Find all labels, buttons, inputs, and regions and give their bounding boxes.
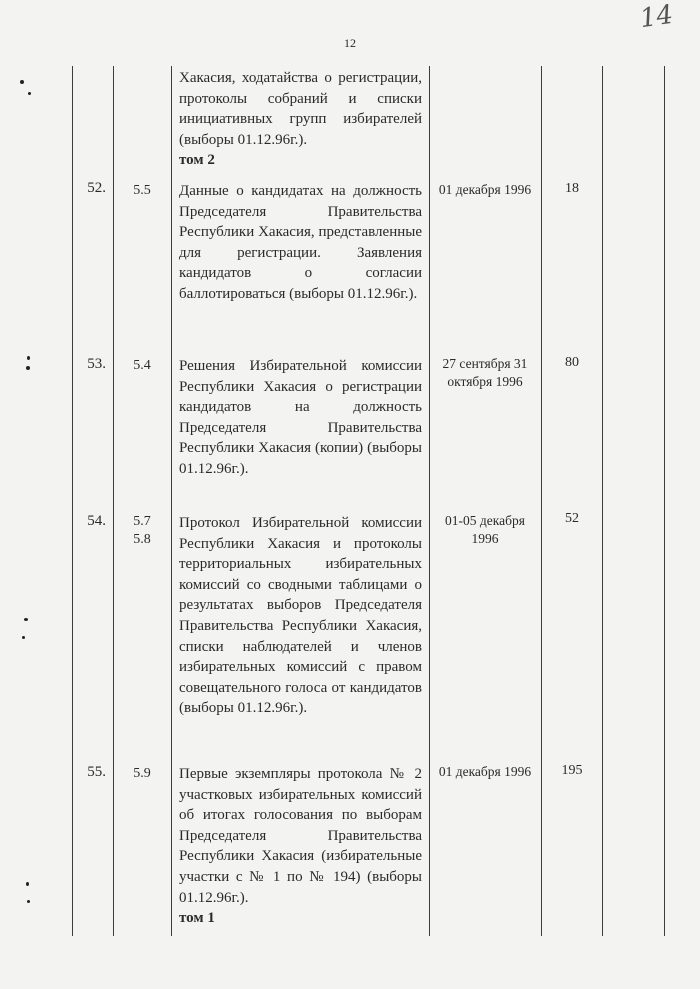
column-rule bbox=[171, 66, 172, 936]
row-index: 5.4 bbox=[133, 358, 151, 373]
column-rule bbox=[541, 66, 542, 936]
row-description: Решения Избирательной комиссии Республики Хакасия о регистрации кандидатов на должность Председателя Правительства Республики Хакасия (копии) (выборы 01.12.96г.). bbox=[179, 358, 422, 477]
table-row bbox=[179, 513, 422, 719]
row-number: 52. bbox=[87, 180, 106, 196]
column-rule bbox=[664, 66, 665, 936]
row-date: 01 декабря 1996 bbox=[438, 182, 532, 197]
scan-speck bbox=[22, 636, 25, 639]
page-number: 12 bbox=[344, 36, 356, 50]
row-description: Данные о кандидатах на должность Председателя Правительства Республики Хакасия, представленные для регистрации. Заявления кандидатов о согласии баллотироваться (выборы 01.12.96г.). bbox=[179, 183, 422, 302]
row-date: 01 декабря 1996 bbox=[438, 764, 532, 779]
row-index: 5.7 bbox=[133, 514, 151, 529]
table-row bbox=[179, 181, 422, 305]
column-rule bbox=[602, 66, 603, 936]
row-index: 5.9 bbox=[133, 766, 151, 781]
row-volume: том 1 bbox=[179, 910, 215, 927]
row-date: 01-05 декабря 1996 bbox=[445, 513, 525, 546]
row-number: 55. bbox=[87, 764, 106, 780]
row-sheets: 195 bbox=[561, 763, 583, 778]
row-description: Хакасия, ходатайства о регистрации, протоколы собраний и списки инициативных групп избирателей (выборы 01.12.96г.). bbox=[179, 70, 422, 148]
column-rule bbox=[113, 66, 114, 936]
scan-speck bbox=[24, 618, 28, 621]
row-sheets: 80 bbox=[565, 355, 579, 370]
column-rule bbox=[429, 66, 430, 936]
row-index: 5.5 bbox=[133, 183, 151, 198]
scan-speck bbox=[27, 900, 30, 903]
row-date: 27 сентября 31 октября 1996 bbox=[442, 356, 528, 389]
row-description: Протокол Избирательной комиссии Республики Хакасия и протоколы территориальных избирательных комиссий со сводными таблицами о результатах выборов Председателя Правительства Республики Хакасия, списки наблюдателей и членов избирательных комиссий с правом совещательного голоса от кандидатов (выборы 01.12.96г.). bbox=[179, 515, 422, 717]
row-description: Первые экземпляры протокола № 2 участковых избирательных комиссий об итогах голосования по выборам Председателя Правительства Республики Хакасия (избирательные участки с № 1 по № 194) (выборы 01.12.96г.). bbox=[179, 766, 422, 906]
scan-speck bbox=[27, 356, 30, 360]
scan-speck bbox=[28, 92, 31, 95]
row-number: 54. bbox=[87, 513, 106, 529]
row-sheets: 52 bbox=[565, 511, 579, 526]
row-index: 5.8 bbox=[133, 532, 151, 547]
table-row bbox=[179, 356, 422, 480]
table-row bbox=[179, 764, 422, 929]
scan-speck bbox=[20, 80, 24, 84]
scan-speck bbox=[26, 882, 29, 886]
handwritten-sheet-number: 14 bbox=[638, 0, 676, 35]
table-row bbox=[179, 68, 422, 171]
row-volume: том 2 bbox=[179, 152, 215, 169]
row-number: 53. bbox=[87, 356, 106, 372]
row-sheets: 18 bbox=[565, 181, 579, 196]
scan-speck bbox=[26, 366, 30, 370]
